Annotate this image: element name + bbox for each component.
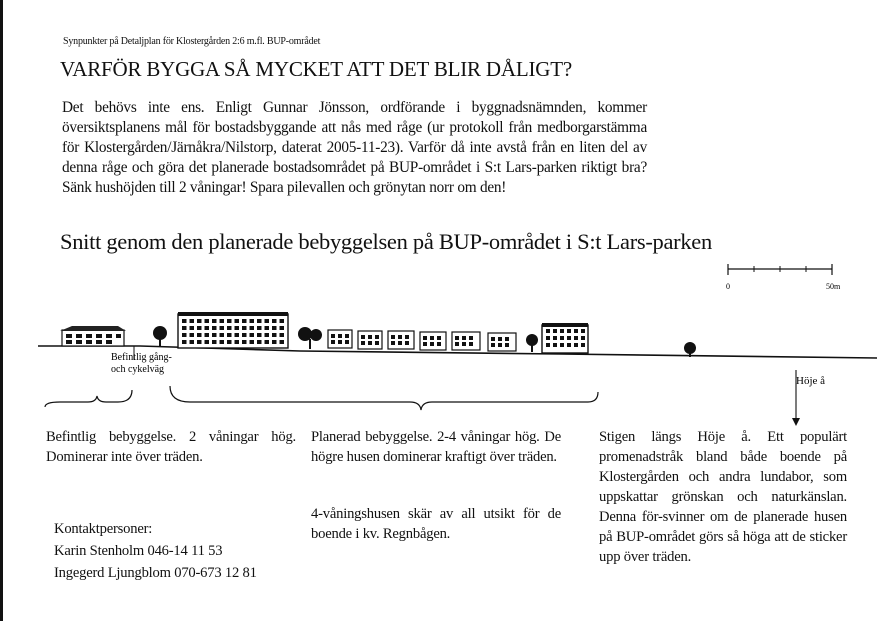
planned-tall-building xyxy=(178,312,288,348)
contact-block xyxy=(54,518,257,584)
path-label-line1: Befintlig gång- xyxy=(111,352,172,363)
contact-person-1: Karin Stenholm 046-14 11 53 xyxy=(54,543,223,559)
planned-low-buildings xyxy=(328,330,516,351)
contact-person-2: Ingegerd Ljungblom 070-673 12 81 xyxy=(54,565,257,581)
path-label-line2: och cykelväg xyxy=(111,364,165,375)
existing-buildings-note: Befintlig bebyggelse. 2 våningar hög. Dominerar inte över träden. xyxy=(46,429,296,465)
arrow-down-icon xyxy=(792,418,800,426)
scale-bar xyxy=(726,264,841,291)
scale-end-label: 50m xyxy=(826,282,841,291)
brace-existing xyxy=(45,390,132,407)
main-title: VARFÖR BYGGA SÅ MYCKET ATT DET BLIR DÅLIGT? xyxy=(60,57,572,81)
planned-buildings-note: Planerad bebyggelse. 2-4 våningar hög. De högre husen dominerar kraftigt över träden. xyxy=(311,429,561,465)
document-header: Synpunkter på Detaljplan för Klostergården 2:6 m.fl. BUP-området xyxy=(63,36,321,47)
intro-paragraph: Det behövs inte ens. Enligt Gunnar Jönsson, ordförande i byggnadsnämnden, kommer översiktsplanens mål för bostadsbyggande att nås med råge (ur protokoll från medborgarstämma för Klostergården/Järnåkra/Nilstorp, daterat 2005-11-23). Varför då inte avstå från en liten del av denna råge och göra det planerade bostadsområdet på BUP-området i S:t Lars-parken riktigt bra? Sänk hushöjden till 2 våningar! Spara pilevallen och grönytan norr om den! xyxy=(62,99,647,196)
river-label: Höje å xyxy=(796,375,826,387)
cross-section-drawing xyxy=(0,250,877,430)
contacts-heading: Kontaktpersoner: xyxy=(54,521,153,537)
river-path-note: Stigen längs Höje å. Ett populärt promenadstråk bland både boende på Klostergården och andra lundabor, som uppskattar grönskan och naturkänslan. Denna för-svinner om de planerade husen på BUP-området görs så höga att de sticker upp över träden. xyxy=(599,429,847,565)
section-title: Snitt genom den planerade bebyggelsen på BUP-området i S:t Lars-parken xyxy=(60,229,712,254)
scale-start-label: 0 xyxy=(726,282,730,291)
brace-planned xyxy=(170,386,598,410)
view-blocked-note: 4-våningshusen skär av all utsikt för de boende i kv. Regnbågen. xyxy=(311,506,561,542)
existing-building xyxy=(60,326,126,346)
